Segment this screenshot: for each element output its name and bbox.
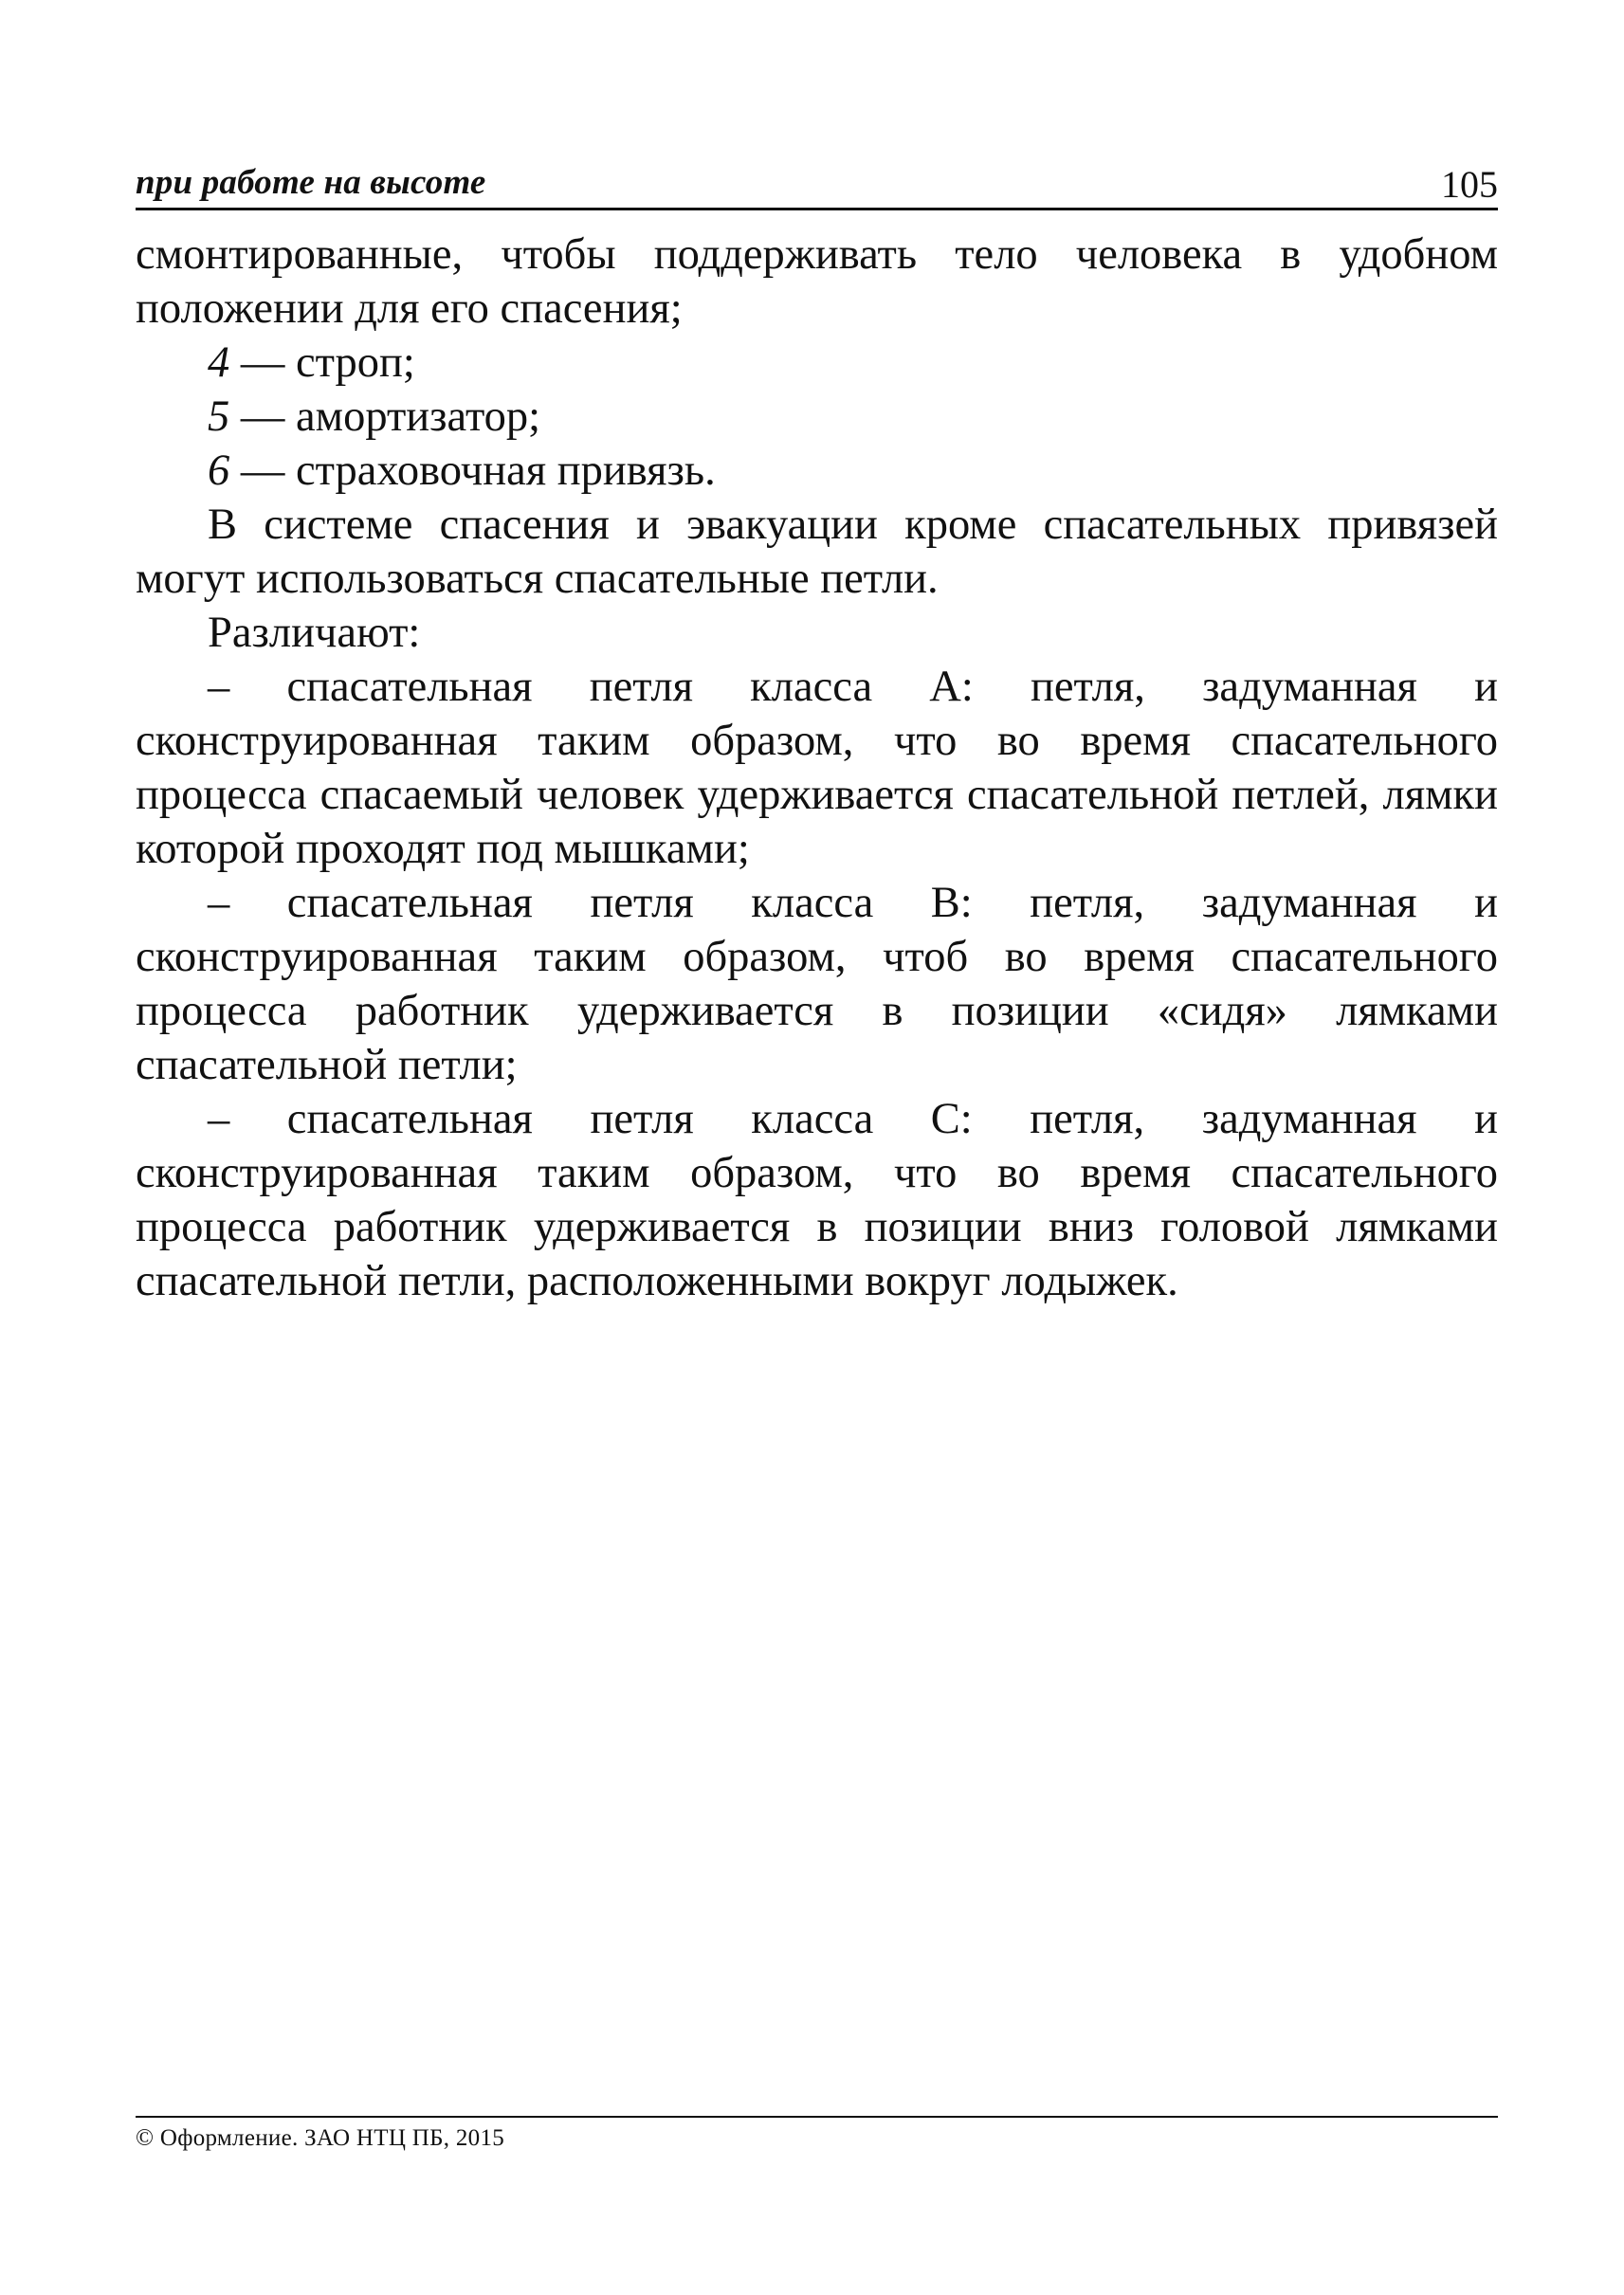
- paragraph-class-c: – спасательная петля класса С: петля, задуманная и сконструированная таким образом, что во время спасательного процесса работник удерживается в позиции вниз головой лямками спасательной петли, расположенными вокруг лодыжек.: [136, 1095, 1498, 1305]
- running-head: [136, 163, 1498, 209]
- list-item-4: [136, 336, 1498, 390]
- list-item-5: [136, 390, 1498, 444]
- list-item-text: амортизатор;: [296, 392, 541, 441]
- paragraph: Различают:: [208, 609, 421, 657]
- list-dash: —: [240, 392, 285, 441]
- page-number: 105: [1441, 163, 1498, 206]
- list-item-text: страховочная привязь.: [296, 446, 716, 495]
- footer-rule: [136, 2116, 1498, 2118]
- list-dash: —: [240, 446, 285, 495]
- list-item-6: [136, 444, 1498, 498]
- footer-copyright: © Оформление. ЗАО НТЦ ПБ, 2015: [136, 2125, 505, 2151]
- running-title: при работе на высоте: [136, 163, 486, 202]
- paragraph-class-b: – спасательная петля класса В: петля, задуманная и сконструированная таким образом, чтоб во время спасательного процесса работник удерживается в позиции «сидя» лямками спасательной петли;: [136, 879, 1498, 1089]
- paragraph-continuation: смонтированные, чтобы поддерживать тело человека в удобном положении для его спасения;: [136, 230, 1498, 333]
- header-rule: [136, 208, 1498, 210]
- paragraph: В системе спасения и эвакуации кроме спасательных привязей могут использоваться спасательные петли.: [136, 501, 1498, 603]
- list-item-text: строп;: [296, 338, 415, 387]
- list-number: 4: [208, 338, 230, 387]
- paragraph-class-a: – спасательная петля класса А: петля, задуманная и сконструированная таким образом, что во время спасательного процесса спасаемый человек удерживается спасательной петлей, лямки которой проходят под мышками;: [136, 663, 1498, 873]
- list-dash: —: [240, 338, 285, 387]
- list-number: 5: [208, 392, 230, 441]
- list-number: 6: [208, 446, 230, 495]
- body-text: [136, 228, 1498, 1308]
